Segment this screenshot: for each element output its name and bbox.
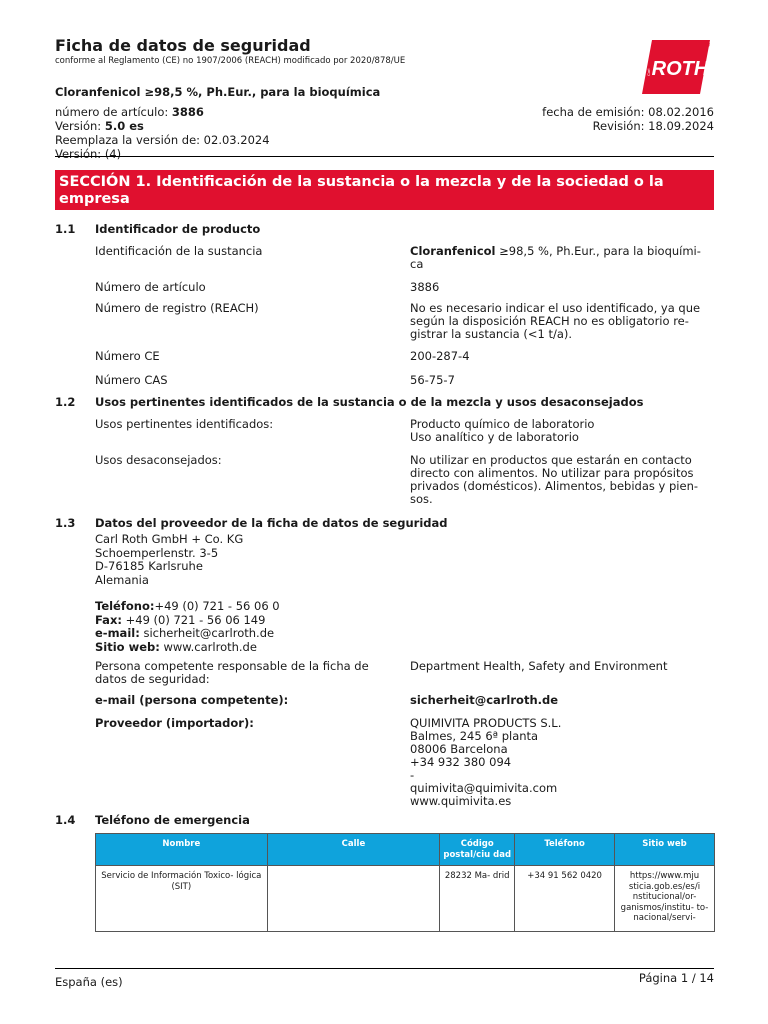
emergency-table (95, 833, 715, 932)
table-cell (267, 866, 440, 932)
table-cell: Servicio de Información Toxico- lógica (SIT) (96, 866, 268, 932)
subsection-number: 1.4 (55, 813, 76, 827)
document-title: Ficha de datos de seguridad (55, 36, 311, 55)
article-value: 3886 (171, 105, 204, 119)
discouraged-line: sos. (410, 492, 433, 506)
subsection-title: Datos del proveedor de la ficha de datos de seguridad (95, 516, 448, 530)
document-subtitle: conforme al Reglamento (CE) no 1907/2006 (REACH) modificado por 2020/878/UE (55, 56, 406, 66)
website-label: Sitio web: (95, 639, 160, 654)
subsection-title: Teléfono de emergencia (95, 813, 250, 827)
substance-id-label: Identificación de la sustancia (95, 244, 263, 258)
subsection-1-3 (55, 516, 447, 530)
reach-number-value (410, 302, 715, 341)
country: Alemania (95, 572, 149, 587)
issue-date: fecha de emisión: 08.02.2016 (542, 105, 714, 119)
logo-text: ROTH (651, 58, 709, 80)
version-value: 5.0 es (104, 119, 144, 133)
discouraged-line: No utilizar en productos que estarán en contacto (410, 453, 692, 467)
importer-line: 08006 Barcelona (410, 742, 508, 756)
header-divider (55, 156, 714, 157)
substance-id-value (410, 245, 715, 271)
subsection-number: 1.2 (55, 395, 76, 409)
discouraged-line: privados (domésticos). Alimentos, bebidas y pien- (410, 479, 699, 493)
phone-value: +49 (0) 721 - 56 06 0 (154, 599, 280, 613)
importer-line: - (410, 768, 415, 782)
ec-number-label: Número CE (95, 349, 160, 363)
column-header: Calle (267, 834, 440, 866)
column-header: Teléfono (515, 834, 615, 866)
replaces-version: Reemplaza la versión de: 02.03.2024 (55, 133, 270, 147)
competent-email-label: e-mail (persona competente): (95, 693, 289, 707)
ec-number-value: 200-287-4 (410, 349, 470, 363)
registered-mark: ® (704, 41, 711, 49)
competent-line: datos de seguridad: (95, 672, 210, 686)
cas-number-label: Número CAS (95, 373, 168, 387)
reach-line: No es necesario indicar el uso identificado, ya que (410, 301, 701, 315)
subsection-1-2 (55, 395, 643, 409)
footer-divider (55, 968, 714, 969)
column-header: Sitio web (615, 834, 715, 866)
city: D-76185 Karlsruhe (95, 559, 203, 573)
identified-uses-value (410, 418, 715, 444)
reach-number-label: Número de registro (REACH) (95, 301, 259, 315)
subsection-title: Usos pertinentes identificados de la sustancia o de la mezcla y usos desaconsejados (95, 395, 644, 409)
meta-left (55, 105, 270, 161)
company-name: Carl Roth GmbH + Co. KG (95, 532, 244, 546)
competent-email-value[interactable]: sicherheit@carlroth.de (410, 693, 559, 707)
product-name: Cloranfenicol ≥98,5 %, Ph.Eur., para la bioquímica (55, 85, 381, 99)
table-row (96, 866, 715, 932)
uses-line: Producto químico de laboratorio (410, 417, 595, 431)
roth-logo (640, 38, 712, 96)
email-value[interactable]: sicherheit@carlroth.de (139, 626, 275, 640)
importer-line: +34 932 380 094 (410, 755, 512, 769)
fax-value: +49 (0) 721 - 56 06 149 (121, 612, 266, 627)
revision-date: Revisión: 18.09.2024 (592, 119, 714, 133)
section-1-heading: SECCIÓN 1. Identificación de la sustancia o la mezcla y de la sociedad o la empresa (55, 170, 714, 210)
subsection-number: 1.3 (55, 516, 76, 530)
reach-line: gistrar la sustancia (<1 t/a). (410, 327, 573, 341)
supplier-importer-label: Proveedor (importador): (95, 716, 254, 730)
table-cell: +34 91 562 0420 (515, 866, 615, 932)
footer-locale: España (es) (55, 975, 123, 989)
competent-person-value: Department Health, Safety and Environment (410, 659, 668, 673)
previous-version: Versión: (4) (55, 147, 122, 161)
email-label: e-mail: (95, 626, 140, 640)
subsection-1-1 (55, 222, 260, 236)
supplier-address (95, 533, 243, 587)
table-header-row (96, 834, 715, 866)
substance-name-rest: ≥98,5 %, Ph.Eur., para la bioquími- (495, 244, 701, 258)
article-number-value: 3886 (410, 280, 440, 294)
discouraged-uses-label: Usos desaconsejados: (95, 453, 222, 467)
competent-line: Persona competente responsable de la ficha de (95, 659, 369, 673)
meta-right (542, 105, 714, 133)
logo-small-text: Carl (646, 68, 651, 76)
substance-name-line2: ca (410, 257, 424, 271)
website-value[interactable]: www.carlroth.de (159, 639, 257, 654)
subsection-1-4 (55, 813, 250, 827)
cas-number-value: 56-75-7 (410, 373, 455, 387)
importer-line: QUIMIVITA PRODUCTS S.L. (410, 716, 562, 730)
column-header: Código postal/ciu dad (440, 834, 515, 866)
identified-uses-label: Usos pertinentes identificados: (95, 417, 274, 431)
subsection-number: 1.1 (55, 222, 76, 236)
competent-person-label (95, 660, 395, 686)
article-number-label: Número de artículo (95, 280, 206, 294)
article-label: número de artículo: (55, 105, 172, 119)
reach-line: según la disposición REACH no es obligatorio re- (410, 314, 689, 328)
uses-line: Uso analítico y de laboratorio (410, 430, 579, 444)
column-header: Nombre (96, 834, 268, 866)
phone-label: Teléfono: (95, 599, 155, 613)
supplier-contact (95, 600, 280, 654)
discouraged-uses-value (410, 454, 715, 506)
supplier-importer-value (410, 717, 715, 808)
importer-website[interactable]: www.quimivita.es (410, 794, 512, 808)
discouraged-line: directo con alimentos. No utilizar para propósitos (410, 466, 694, 480)
table-cell: 28232 Ma- drid (440, 866, 515, 932)
importer-line: Balmes, 245 6ª planta (410, 729, 539, 743)
table-cell[interactable]: https://www.mju sticia.gob.es/es/i nstitucional/or- ganismos/institu- to-nacional/servi- (615, 866, 715, 932)
subsection-title: Identificador de producto (95, 222, 261, 236)
importer-email[interactable]: quimivita@quimivita.com (410, 781, 558, 795)
page-number: Página 1 / 14 (638, 971, 714, 985)
substance-name-bold: Cloranfenicol (410, 244, 496, 258)
fax-label: Fax: (95, 612, 122, 627)
street: Schoemperlenstr. 3-5 (95, 545, 219, 560)
version-label: Versión: (55, 119, 105, 133)
